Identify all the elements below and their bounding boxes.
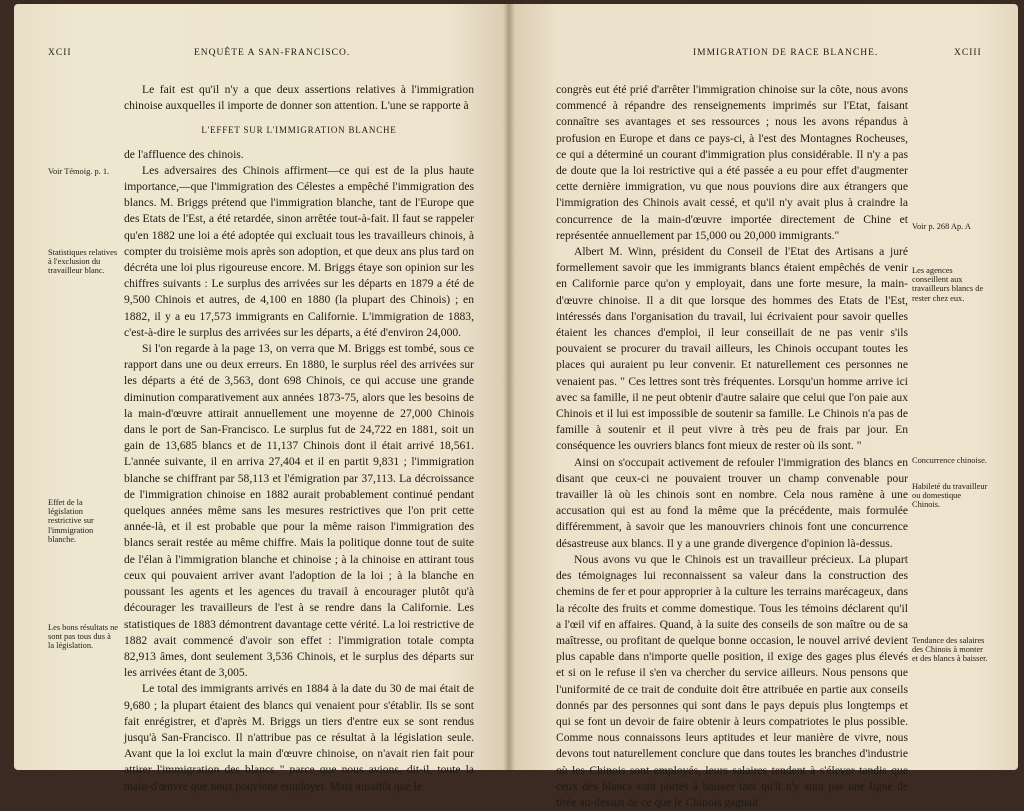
paragraph: Les adversaires des Chinois affirment—ce qui est de la plus haute importance,—que l'immigration des Célestes a empêché l'immigration des blancs. M. Briggs prétend que l'immigration blanche, tant de l'Europe que des Etats de l'Est, a été retardée, sinon arrêtée tout-à-fait. Il faut se rappeler qu'en 1882 une loi a été adoptée qui excluait tous les travailleurs chinois, à compter du troisième mois après son adoption, et que deux ans plus tard on décréta une loi plus rigoureuse encore. M. Briggs étaye son opinion sur les chiffres suivants : Le surplus des arrivées sur les départs en 1879 a été de 9,500 Chinois et autres, de 4,100 en 1880 (la plupart des Chinois) ; en 1882, il y a eu 17,573 immigrants en Californie. L'immigration de 1883, c'est-à-dire le surplus des arrivées sur les départs, a été d'environ 24,000. (124, 163, 474, 339)
margin-note: Voir Témoig. p. 1. (48, 167, 110, 176)
margin-note: Voir p. 268 Ap. A (912, 222, 971, 231)
paragraph: Le total des immigrants arrivés en 1884 à la date du 30 de mai était de 9,680 ; la plupart étaient des blancs qui venaient pour s'établir. Ils se sont fait enrégistrer, et d'après M. Briggs un tiers d'entre eux se sont rendus jusqu'à San-Francisco. Il n'attribue pas ce résultat à la législation seule. Avant que la loi exclut la main d'œuvre chinoise, on n'avait rien fait pour attirer l'immigration des blancs " parce que nous avions, dit-il, toute la main-d'œuvre que nous pouvions employer. Mais aussitôt que le (124, 682, 474, 793)
running-head: ENQUÊTE A SAN-FRANCISCO. (194, 48, 351, 58)
page-body (556, 82, 908, 811)
paragraph: Nous avons vu que le Chinois est un travailleur précieux. La plupart des témoignages lui reconnaissent sa valeur dans la construction des chemins de fer et pour approprier à la culture les terrains marécageux, dans la récolte des fruits et comme domestique. Tous les témoins déclarent qu'il a l'œil vif en affaires. Quand, à la suite des conseils de son maître ou de sa maîtresse, ou profitant de quelque bonne occasion, le nouvel arrivé devient plus capable dans n'importe quelle position, il exige des gages plus élevés et si on le refuse il s'en va chercher du service ailleurs. Nous pensons que l'uniformité de ce trait de conduite doit être attribuée en partie aux conseils donnés par des personnes qui sont dans le pays depuis plus longtemps et qui se font un devoir de faire obtenir à leurs compatriotes le plus possible. Comme nous connaissons leurs aptitudes et leur manière de vivre, nous devons tout naturellement conclure que dans toutes les branches d'industrie où les Chinois sont employés, leurs salaires tendent à s'élever tandis que ceux des blancs sont portés à baisser tant qu'il n'y aura pas une ligne de tirée au-dessus de ce que le Chinois gagnait (556, 552, 908, 809)
running-head: IMMIGRATION DE RACE BLANCHE. (693, 48, 879, 58)
page-body (124, 82, 474, 795)
section-heading: L'EFFET SUR L'IMMIGRATION BLANCHE (201, 125, 397, 136)
margin-note: Les agences conseillent aux travailleurs blancs de rester chez eux. (912, 266, 984, 303)
margin-note: Habileté du travailleur ou domestique Chinois. (912, 482, 988, 510)
right-page (508, 4, 1018, 809)
margin-note: Effet de la législation restrictive sur l'immigration blanche. (48, 498, 94, 544)
paragraph: Ainsi on s'occupait activement de refouler l'immigration des blancs en disant que ceux-ci ne pouvaient trouver un champ convenable pour travailler là où les chinois sont en nombre. Cela nous ramène à une accusation qui est au fond la même que la précédente, mais formulée différemment, à savoir que les manouvriers chinois font une concurrence désastreuse aux blancs. Il y a une grande divergence d'opinion là-dessus. (556, 455, 908, 550)
paragraph: Si l'on regarde à la page 13, on verra que M. Briggs est tombé, sous ce rapport dans une ou deux erreurs. En 1880, le surplus réel des arrivées sur les départs a été de 3,563, dont 698 Chinois, ce qui accuse une grande diminution comparativement aux années 1873-75, alors que les besoins de la main-d'œuvre attirait annuellement une moyenne de 27,000 Chinois dans le port de San-Francisco. Le surplus fut de 24,722 en 1881, soit un gain de 13,685 blancs et de 11,137 Chinois dont il était arrivé 18,561. L'année suivante, il en arriva 27,404 et il en partit 9,831 ; l'immigration blanche se chiffrant par 58,113 et l'émigration par 37,113. La décroissance de l'immigration chinoise en 1882 aurait probablement continué pendant quelques années même sans les mesures restrictives que l'on prit cette année-là, et il est probable que pour la même raison l'immigration des blancs serait restée au même chiffre. Mais la politique donne tout de suite de l'élan à l'immigration blanche et chinoise ; à la chinoise en attirant tous ceux qui pouvaient arriver avant l'adoption de la loi ; à la blanche en poussant les agents et les agences du travail à encourager plutôt qu'à décourager les travailleurs de l'est à se rendre dans la Californie. Les statistiques de 1883 démontrent davantage cette vérité. La loi restrictive de 1882 avait commencé d'avoir son effet : l'immigration totale compta 82,913 âmes, dont seulement 3,536 Chinois, et le surplus des départs sur les arrivées étant de 3,005. (124, 342, 474, 680)
margin-note: Les bons résultats ne sont pas tous dus à la législation. (48, 623, 119, 651)
margin-note: Statistiques relatives à l'exclusion du travailleur blanc. (48, 248, 118, 276)
paragraph: de l'affluence des chinois. (124, 147, 244, 161)
paragraph: Albert M. Winn, président du Conseil de l'Etat des Artisans a juré formellement savoir que les immigrants blancs étaient empêchés de venir en Californie parce qu'on y employait, dans une forte mesure, la main-d'œuvre chinoise. Il a dit que lorsque des hommes des Etats de l'Est, intéressés dans l'organisation du travail, lui écrivaient pour savoir quelles étaient les chances d'emploi, il leur conseillait de ne pas venir s'ils pouvaient se procurer du travail ailleurs, les Chinois occupant toutes les places qui auraient pu leur convenir. Et naturellement ces personnes ne venaient pas. " Ces lettres sont très fréquentes. Lorsqu'un homme arrive ici avec sa famille, il ne peut obtenir d'autre salaire que celui que l'on paie aux Chinois et il lui est impossible de soutenir sa famille. Le Chinois n'a pas de famille à soutenir et il peut vivre à très peu de frais par jour. En conséquence les ouvriers blancs font mieux de rester où ils sont. " (556, 245, 908, 453)
intro-paragraph: Le fait est qu'il n'y a que deux assertions relatives à l'immigration chinoise auxquelles il importe de donner son attention. L'une se rapporte à (124, 83, 474, 113)
page-number: XCII (48, 48, 72, 58)
page-number: XCIII (954, 48, 982, 58)
margin-note: Concurrence chinoise. (912, 456, 987, 465)
paragraph: congrès eut été prié d'arrêter l'immigration chinoise sur la côte, nous avons commencé à répandre des renseignements imprimés sur l'Etat, faisant connaître ses avantages et ses ressources ; nous les avons répandus à profusion en Europe et dans ce pays-ci, à l'est des Montagnes Rocheuses, ce qui a déterminé un courant d'immigration plus considérable. Il n'y a pas de doute que la loi restrictive qui a été passée a eu pour effet d'augmenter cette dernière immigration, vu que nous pouvions dire aux étrangers que l'immigration des Chinois avait cessé, et qu'il n'y avait plus à craindre la concurrence de la main-d'œuvre importée directement de Chine et représentée annuellement par 15,000 ou 20,000 immigrants." (556, 83, 908, 242)
book-gutter (503, 4, 515, 770)
left-page (14, 4, 508, 793)
margin-note: Tendance des salaires des Chinois à monter et des blancs à baisser. (912, 636, 988, 664)
